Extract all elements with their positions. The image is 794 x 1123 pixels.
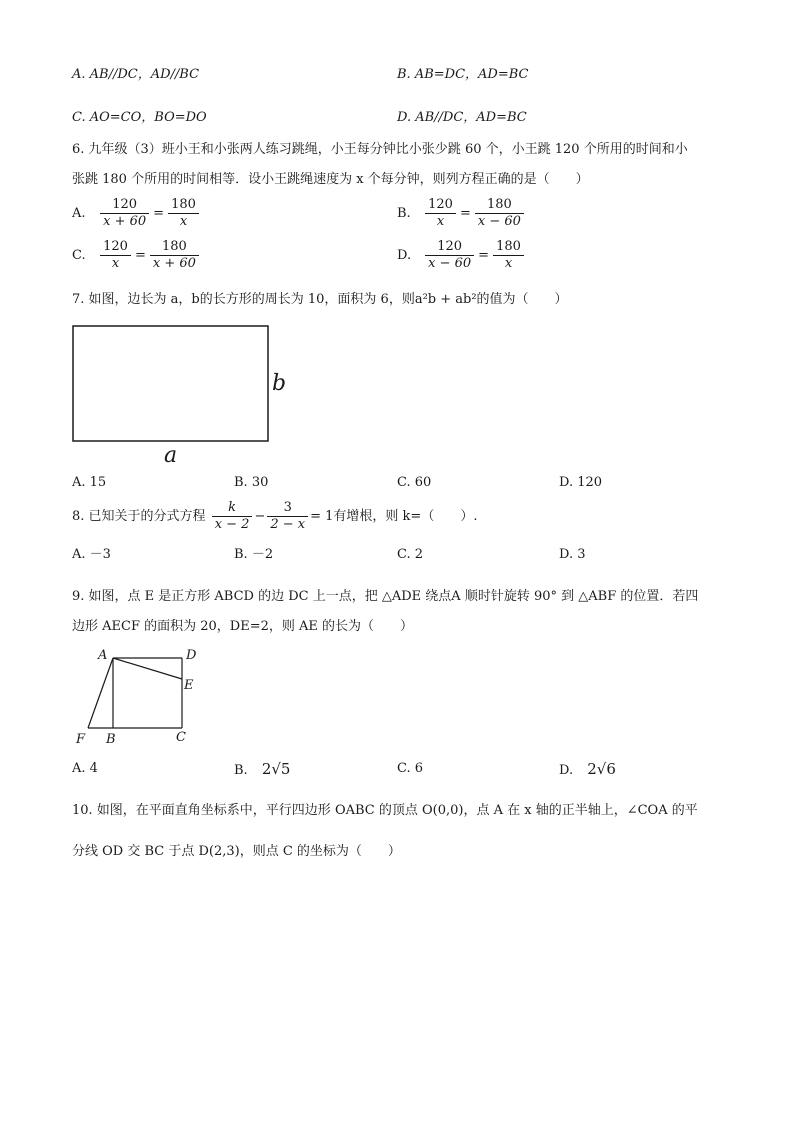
q6-d-right-fraction — [493, 239, 524, 272]
denominator: x — [111, 256, 120, 271]
numerator: 120 — [100, 239, 131, 256]
q8-option-b: B. －2 — [234, 547, 274, 562]
q5-option-c: C. AO=CO，BO=DO — [72, 110, 207, 125]
q9-stem-line2: 边形 AECF 的面积为 20，DE=2，则 AE 的长为（ ） — [72, 619, 414, 634]
q5-option-d: D. AB//DC，AD=BC — [397, 110, 527, 125]
denominator: x − 60 — [477, 214, 521, 229]
numerator: 120 — [100, 197, 149, 214]
q9-option-c: C. 6 — [397, 761, 424, 776]
q7-option-b: B. 30 — [234, 475, 269, 490]
q6-option-d: D. $\frac{120}{x - 60}$ = $\frac{180}{x}$ — [397, 239, 526, 272]
q9-option-b-label: B. — [234, 763, 248, 778]
q9-stem-line1: 9. 如图，点 E 是正方形 ABCD 的边 DC 上一点，把 △ADE 绕点A 顺时针旋转 90° 到 △ABF 的位置．若四 — [72, 589, 699, 604]
numerator: 180 — [493, 239, 524, 256]
q6-option-a-label: A. — [72, 206, 86, 221]
q5-option-a: A. AB//DC，AD//BC — [72, 67, 200, 82]
q6-b-right-fraction — [475, 197, 524, 230]
q6-c-right-fraction — [150, 239, 199, 272]
numerator: 180 — [475, 197, 524, 214]
q6-stem-line1: 6. 九年级（3）班小王和小张两人练习跳绳，小王每分钟比小张少跳 60 个，小王跳 120 个所用的时间和小 — [72, 142, 688, 157]
q9-square-figure — [70, 644, 210, 749]
q8-stem — [72, 500, 477, 533]
q6-option-b-label: B. — [397, 206, 411, 221]
numerator: 3 — [267, 500, 308, 517]
numerator: 180 — [150, 239, 199, 256]
q9-label-F: F — [76, 732, 86, 747]
q7-stem: 7. 如图，边长为 a，b的长方形的周长为 10，面积为 6，则a²b + ab²的值为（ ） — [72, 292, 568, 307]
denominator: x − 60 — [428, 256, 472, 271]
q7-rectangle-figure — [60, 318, 310, 468]
numerator: k — [212, 500, 253, 517]
q6-b-left-fraction — [425, 197, 456, 230]
q6-d-left-fraction — [425, 239, 474, 272]
q6-option-d-label: D. — [397, 248, 412, 263]
q9-label-A: A — [98, 648, 108, 663]
q9-label-D: D — [186, 648, 197, 663]
q9-option-b — [234, 760, 290, 780]
q6-option-c-label: C. — [72, 248, 86, 263]
q6-option-b: B. $\frac{120}{x}$ = $\frac{180}{x - 60}$ — [397, 197, 526, 230]
denominator: x − 2 — [214, 517, 250, 532]
q8-option-d: D. 3 — [559, 547, 586, 562]
q8-option-a: A. －3 — [72, 547, 111, 562]
numerator: 180 — [168, 197, 199, 214]
q8-minus: − — [254, 509, 266, 524]
denominator: x — [436, 214, 445, 229]
q8-stem-post: = 1有增根，则 k=（ ）. — [310, 509, 478, 524]
q6-stem-line2: 张跳 180 个所用的时间相等．设小王跳绳速度为 x 个每分钟，则列方程正确的是（ ） — [72, 172, 589, 187]
numerator: 120 — [425, 197, 456, 214]
q10-stem-line1: 10. 如图，在平面直角坐标系中，平行四边形 OABC 的顶点 O(0,0)，点 A 在 x 轴的正半轴上，∠COA 的平 — [72, 803, 698, 818]
q7-label-b: b — [272, 371, 287, 396]
q6-a-left-fraction — [100, 197, 149, 230]
q8-stem-pre: 8. 已知关于的分式方程 — [72, 509, 206, 524]
denominator: x + 60 — [103, 214, 147, 229]
numerator: 120 — [425, 239, 474, 256]
q9-option-d-value: 2√6 — [587, 760, 616, 778]
denominator: x + 60 — [152, 256, 196, 271]
q8-fraction-1 — [212, 500, 253, 533]
q9-option-d — [559, 760, 616, 780]
q8-option-c: C. 2 — [397, 547, 424, 562]
q6-a-right-fraction — [168, 197, 199, 230]
denominator: x — [179, 214, 188, 229]
q9-option-a: A. 4 — [72, 761, 98, 776]
denominator: 2 − x — [270, 517, 306, 532]
q7-option-c: C. 60 — [397, 475, 432, 490]
q6-option-a: A. $\frac{120}{x + 60}$ = $\frac{180}{x}$ — [72, 197, 201, 230]
q9-label-C: C — [176, 730, 186, 745]
q9-label-B: B — [106, 732, 116, 747]
q9-option-b-value: 2√5 — [261, 760, 291, 778]
q5-option-b: B. AB=DC，AD=BC — [397, 67, 529, 82]
q8-fraction-2 — [267, 500, 308, 533]
denominator: x — [504, 256, 513, 271]
q7-option-d: D. 120 — [559, 475, 603, 490]
q9-label-E: E — [184, 678, 194, 693]
q9-option-d-label: D. — [559, 763, 574, 778]
q7-label-a: a — [164, 443, 178, 468]
q10-stem-line2: 分线 OD 交 BC 于点 D(2,3)，则点 C 的坐标为（ ） — [72, 844, 401, 859]
q7-rectangle — [73, 326, 268, 441]
q6-c-left-fraction — [100, 239, 131, 272]
q6-option-c: C. $\frac{120}{x}$ = $\frac{180}{x + 60}$ — [72, 239, 201, 272]
q7-option-a: A. 15 — [72, 475, 107, 490]
